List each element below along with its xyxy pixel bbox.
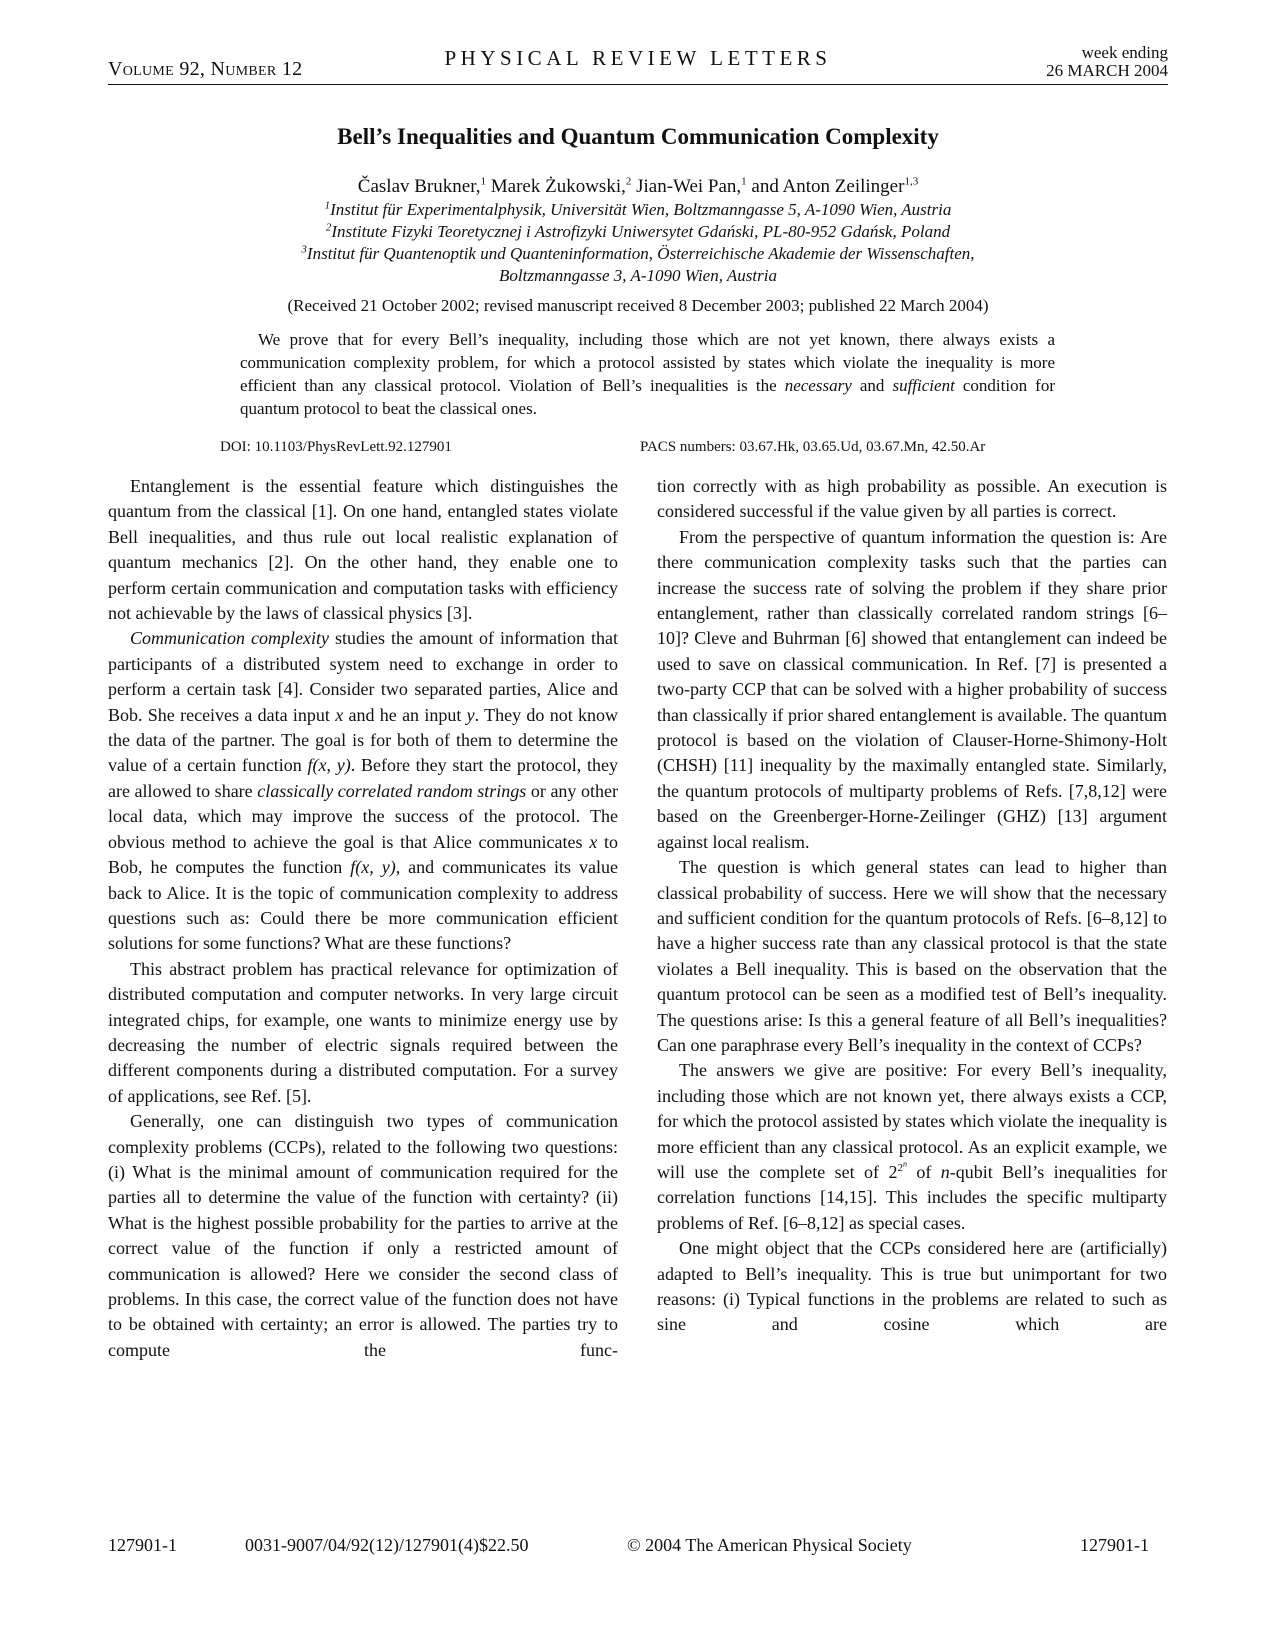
footer-code: 0031-9007/04/92(12)/127901(4)$22.50: [245, 1535, 529, 1555]
text: -qubit Bell’s inequalities for correlation functions [14,15]. This includes the specific multiparty problems of Ref. [6–8,12] as special cases.: [657, 1161, 1167, 1233]
affiliation-2: [108, 221, 1168, 243]
right-column: [657, 474, 1167, 1338]
abstract-text: condition for quantum protocol to beat the classical ones.: [240, 376, 1055, 418]
left-column: [108, 474, 618, 1363]
paragraph: One might object that the CCPs considered here are (artificially) adapted to Bell’s inequality. This is true but unimportant for two reasons: (i) Typical functions in the problems are related to such as sine and cosine which are: [657, 1238, 1167, 1335]
header-rule: [108, 84, 1168, 85]
abstract-emphasis: sufficient: [892, 376, 955, 395]
paragraph: This abstract problem has practical relevance for optimization of distributed computation and computer networks. In very large circuit integrated chips, for example, one wants to minimize energy use by decreasing the number of electric signals required between the different components during a distributed computation. For a survey of applications, see Ref. [5].: [108, 958, 618, 1106]
paragraph: [657, 1058, 1167, 1236]
received-dates: (Received 21 October 2002; revised manuscript received 8 December 2003; published 22 March 2004): [287, 296, 989, 315]
math-exponent: [897, 1159, 907, 1174]
math-var: y: [466, 704, 475, 725]
footer-page-right: 127901-1: [1080, 1535, 1149, 1555]
paragraph: Entanglement is the essential feature which distinguishes the quantum from the classical [1]. On one hand, entangled states violate Bell inequalities, and thus rule out local realistic explanation of quantum mechanics [2]. On the other hand, they enable one to perform certain communication and computation tasks with efficiency not achievable by the laws of classical physics [3].: [108, 476, 618, 624]
math-expr: f(x, y): [307, 755, 351, 776]
paper-title: Bell’s Inequalities and Quantum Communication Complexity: [337, 124, 939, 149]
issue-date: [1046, 44, 1168, 80]
doi: DOI: 10.1103/PhysRevLett.92.127901: [220, 439, 452, 455]
paragraph: From the perspective of quantum information the question is: Are there communication complexity tasks such that the parties can increase the success rate of solving the problem if they share prior entanglement, rather than classically correlated random strings [6–10]? Cleve and Buhrman [6] showed that entanglement can indeed be used to save on classical communication. In Ref. [7] is presented a two-party CCP that can be solved with a higher probability of success than classically if prior shared entanglement is available. The quantum protocol is based on the violation of Clauser-Horne-Shimony-Holt (CHSH) [11] inequality by the maximally entangled state. Similarly, the quantum protocols of multiparty problems of Refs. [7,8,12] were based on the Greenberger-Horne-Zeilinger (GHZ) [13] argument against local realism.: [657, 526, 1167, 852]
exponent: 2: [897, 1161, 903, 1174]
emphasis: classically correlated random strings: [257, 780, 527, 801]
affil-text: Boltzmanngasse 3, A-1090 Wien, Austria: [499, 266, 777, 285]
math-var: n: [940, 1161, 950, 1182]
math-expr: f(x, y): [350, 857, 396, 878]
text: of: [906, 1161, 941, 1182]
author-name: Jian-Wei Pan,: [631, 176, 742, 197]
author-name: Marek Żukowski,: [486, 176, 626, 197]
text: . They do not know the data of the partner. The goal is for both of them to determine the value of a certain function: [108, 704, 618, 776]
footer-copyright: © 2004 The American Physical Society: [627, 1535, 912, 1555]
math-var: x: [335, 704, 344, 725]
journal-name: PHYSICAL REVIEW LETTERS: [444, 46, 832, 70]
author-list: [108, 176, 1168, 198]
author-name: Časlav Brukner,: [357, 176, 481, 197]
pacs-numbers: PACS numbers: 03.67.Hk, 03.65.Ud, 03.67.Mn, 42.50.Ar: [640, 439, 986, 455]
author-name: and Anton Zeilinger: [746, 176, 905, 197]
paragraph: tion correctly with as high probability as possible. An execution is considered successful if the value given by all parties is correct.: [657, 476, 1167, 522]
text: . Before they start the protocol, they are allowed to share: [108, 755, 619, 801]
affil-text: Institute Fizyki Teoretycznej i Astrofizyki Uniwersytet Gdański, PL-80-952 Gdańsk, Poland: [331, 222, 951, 241]
week-ending-label: week ending: [1081, 43, 1168, 62]
abstract-text: We prove that for every Bell’s inequality, including those which are not yet known, there always exists a communication complexity problem, for which a protocol assisted by states which violate the inequality is more efficient than any classical protocol. Violation of Bell’s inequalities is the: [240, 330, 1055, 395]
math-var: n: [902, 1159, 907, 1169]
text: , and communicates its value back to Alice. It is the topic of communication complexity to address questions such as: Could there be more communication efficient solutions for some functions? What are these functions?: [108, 857, 618, 954]
affiliation-3-cont: [108, 265, 1168, 287]
affil-mark: 2: [325, 221, 332, 234]
affil-mark: 3: [301, 243, 307, 256]
text: or any other local data, which may improve the success of the protocol. The obvious method to achieve the goal is that Alice communicates: [108, 780, 618, 852]
affil-text: Institut für Quantenoptik und Quanteninformation, Österreichische Akademie der Wissenschaften,: [306, 244, 975, 263]
footer-page-left: 127901-1: [108, 1535, 177, 1555]
text: studies the amount of information that participants of a distributed system need to exchange in order to perform a certain task [4]. Consider two separated parties, Alice and Bob. She receives a data input: [108, 628, 618, 725]
affil-text: Institut für Experimentalphysik, Universität Wien, Boltzmanngasse 5, A-1090 Wien, Austria: [330, 200, 952, 219]
abstract-text: and: [851, 376, 893, 395]
text: The answers we give are positive: For every Bell’s inequality, including those which are not known yet, there always exists a CCP, for which the protocol assisted by states which violate the inequality is more efficient than any classical protocol. As an explicit example, we will use the complete set of 2: [657, 1060, 1167, 1182]
paragraph: [108, 626, 618, 956]
issue-date-value: 26 MARCH 2004: [1046, 61, 1168, 80]
volume-number: Volume 92, Number 12: [108, 58, 303, 80]
abstract: [240, 328, 1055, 420]
abstract-emphasis: necessary: [784, 376, 852, 395]
running-header: [108, 44, 1168, 84]
affiliation-1: [108, 199, 1168, 221]
paragraph: Generally, one can distinguish two types of communication complexity problems (CCPs), related to the following two questions: (i) What is the minimal amount of communication required for the parties all to determine the value of the function with certainty? (ii) What is the highest possible probability for the parties to arrive at the correct value of the function if only a restricted amount of communication is allowed? Here we consider the second class of problems. In this case, the correct value of the function does not have to be obtained with certainty; an error is allowed. The parties try to compute the func-: [108, 1111, 618, 1360]
author-affil-mark: 1: [480, 175, 487, 188]
affiliation-3: [108, 243, 1168, 265]
affil-mark: 1: [324, 199, 331, 212]
emphasis: Communication complexity: [130, 628, 329, 649]
author-affil-mark: 1,3: [904, 175, 919, 188]
math-var: x: [589, 831, 598, 852]
author-affil-mark: 2: [625, 175, 632, 188]
author-affil-mark: 1: [741, 175, 747, 188]
paragraph: The question is which general states can lead to higher than classical probability of success. Here we will show that the necessary and sufficient condition for the quantum protocols of Refs. [6–8,12] to have a higher success rate than any classical protocol is that the state violates a Bell inequality. This is based on the observation that the quantum protocol can be seen as a modified test of Bell’s inequality. The questions arise: Is this a general feature of all Bell’s inequalities? Can one paraphrase every Bell’s inequality in the context of CCPs?: [657, 857, 1167, 1055]
text: to Bob, he computes the function: [108, 831, 618, 878]
text: and he an input: [343, 704, 467, 725]
